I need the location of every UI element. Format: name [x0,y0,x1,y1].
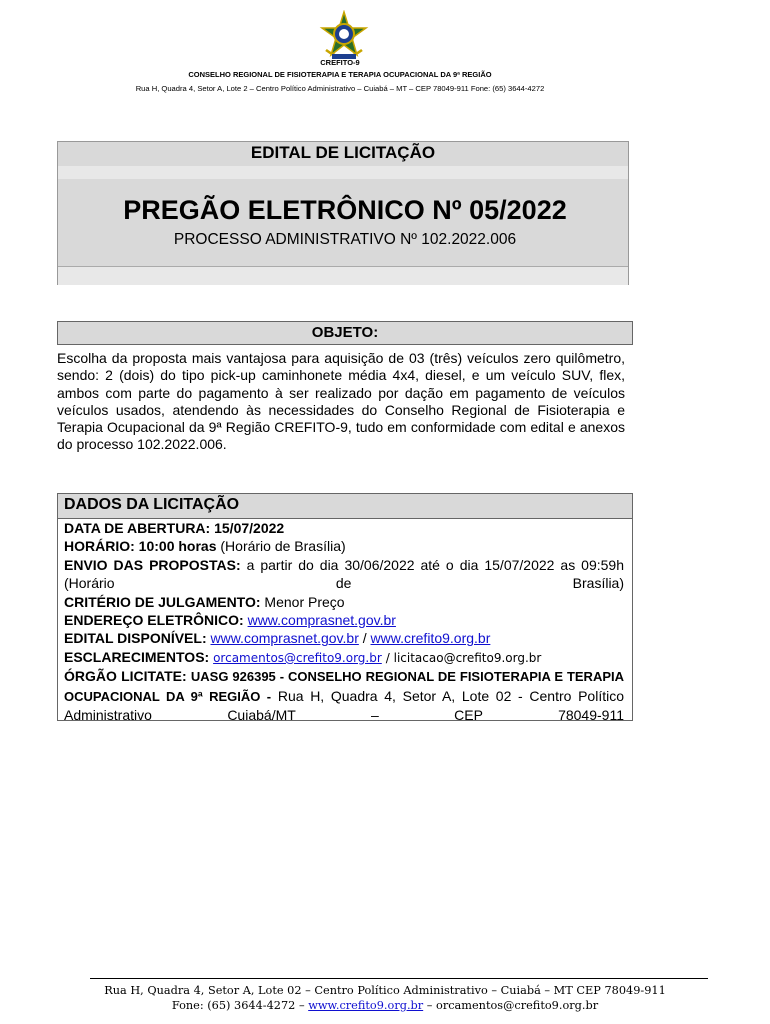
horario-line [64,537,624,555]
edital-line [64,629,624,647]
pregao-title: PREGÃO ELETRÔNICO Nº 05/2022 [123,195,567,225]
brazil-coat-of-arms-icon [318,10,370,62]
abertura-line [64,519,624,537]
orgao-value-plain: Rua H, Quadra 4, Setor A, Lote 02 - Centro Político Administrativo Cuiabá/MT – CEP 78049-911 [64,687,625,724]
footer-address: Rua H, Quadra 4, Setor A, Lote 02 – Centro Político Administrativo – Cuiabá – MT CEP 78049-911 [104,984,666,997]
envio-value: a partir do dia 30/06/2022 até o dia 15/07/2022 as 09:59h (Horário de Brasília) [64,556,624,592]
header-org-short: CREFITO-9 [320,58,360,67]
objeto-heading: OBJETO: [57,321,633,345]
objeto-text: Escolha da proposta mais vantajosa para aquisição de 03 (três) veículos zero quilômetro, sendo: 2 (dois) do tipo pick-up caminhonete média 4x4, diesel, e um veículo SUV, flex, ambos com parte do pagamento à ser realizado por dação em pagamento de veículos veículos usados, atendendo às necessidades do Conselho Regional de Fisioterapia e Terapia Ocupacional da 9ª Região CREFITO-9, tudo em conformidade com edital e anexos do processo 102.2022.006. [57,350,625,453]
esclarecimentos-label: ESCLARECIMENTOS: [64,648,210,665]
endereco-line [64,611,624,629]
header-org-full: CONSELHO REGIONAL DE FISIOTERAPIA E TERAPIA OCUPACIONAL DA 9ª REGIÃO [188,70,492,79]
edital-separator: / [362,630,367,647]
criterio-label: CRITÉRIO DE JULGAMENTO: [64,593,261,610]
edital-title: EDITAL DE LICITAÇÃO [250,143,436,162]
footer-site-link[interactable]: www.crefito9.org.br [308,999,424,1012]
footer-email: orcamentos@crefito9.org.br [436,999,599,1012]
esclarecimentos-line [64,648,624,667]
footer-phone: Fone: (65) 3644-4272 – [171,999,305,1012]
horario-note: (Horário de Brasília) [220,538,346,555]
dados-heading-box [57,493,633,519]
header-address: Rua H, Quadra 4, Setor A, Lote 2 – Centro Político Administrativo – Cuiabá – MT – CEP 78049-911 Fone: (65) 3644-4272 [135,84,545,93]
endereco-label: ENDEREÇO ELETRÔNICO: [64,612,244,629]
orgao-line [64,667,624,724]
edital-comprasnet-link[interactable]: www.comprasnet.gov.br [210,630,359,647]
horario-value: 10:00 horas [138,538,217,555]
processo-number: PROCESSO ADMINISTRATIVO Nº 102.2022.006 [173,231,517,248]
horario-label: HORÁRIO: [64,538,135,555]
abertura-label: DATA DE ABERTURA: [64,520,211,536]
dados-content [64,519,624,724]
title-band-top [58,166,628,179]
edital-label: EDITAL DISPONÍVEL: [64,630,207,647]
orgao-label: ÓRGÃO LICITATE: [64,668,187,685]
comprasnet-link[interactable]: www.comprasnet.gov.br [247,612,396,629]
orgao-value-bold: UASG 926395 - CONSELHO REGIONAL DE FISIOTERAPIA E TERAPIA OCUPACIONAL DA 9ª REGIÃO - [64,669,625,704]
orcamentos-email-link[interactable]: orcamentos@crefito9.org.br [213,650,382,665]
edital-crefito9-link[interactable]: www.crefito9.org.br [370,630,491,647]
abertura-value: 15/07/2022 [214,520,285,536]
criterio-line [64,593,624,611]
footer-dash: – [426,999,433,1012]
footer-contact [0,999,770,1012]
envio-line [64,556,624,593]
esclarecimentos-separator: / [385,650,390,665]
dados-heading: DADOS DA LICITAÇÃO [64,496,240,513]
envio-label: ENVIO DAS PROPOSTAS: [64,556,241,573]
title-band-bottom [58,266,628,285]
criterio-value: Menor Preço [264,593,345,610]
licitacao-email: licitacao@crefito9.org.br [393,650,542,665]
footer-rule [90,978,708,979]
